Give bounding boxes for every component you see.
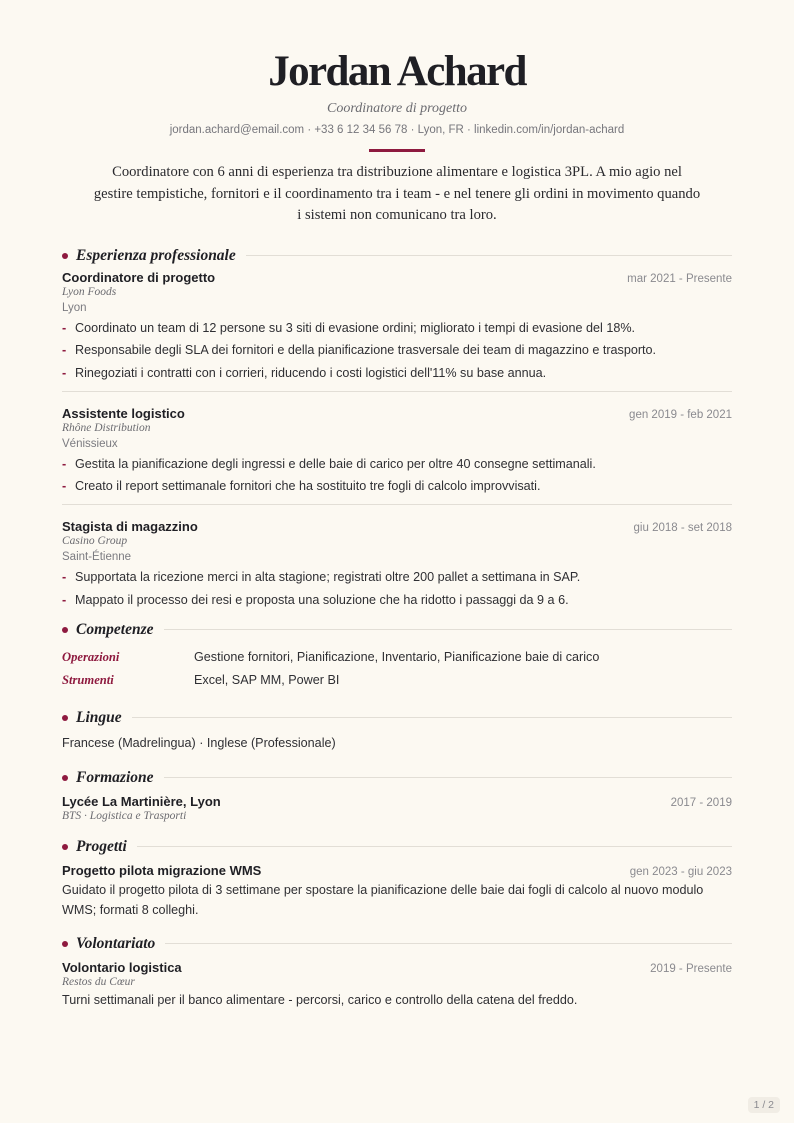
job-title: Stagista di magazzino (62, 519, 198, 534)
section-education (62, 766, 732, 790)
section-rule (246, 255, 732, 256)
education-degree: BTS · Logistica e Trasporti (62, 809, 187, 822)
section-dot-icon (62, 844, 68, 850)
list-item: - Mappato il processo dei resi e proposta una soluzione che ha ridotto i passaggi da 9 a 6. (62, 592, 569, 607)
section-dot-icon (62, 715, 68, 721)
list-item: - Creato il report settimanale fornitori che ha sostituito tre fogli di calcolo improvvisati. (62, 479, 541, 493)
list-item: - Responsabile degli SLA dei fornitori e della pianificazione trasversale dei team di magazzino e trasporto. (62, 343, 657, 357)
volunteer-date: 2019 - Presente (650, 962, 732, 975)
skills-row (62, 649, 732, 665)
job-company: Casino Group (62, 535, 128, 547)
experience-entry (62, 268, 732, 381)
job-location: Lyon (62, 301, 87, 314)
list-item: - Coordinato un team di 12 persone su 3 siti di evasione ordini; migliorato i tempi di evasione del 18%. (62, 320, 636, 335)
dash-icon: - (62, 365, 67, 380)
skills-label: Strumenti (62, 672, 114, 687)
section-languages (62, 706, 732, 730)
dash-icon: - (62, 592, 67, 607)
job-location: Vénissieux (62, 437, 118, 450)
section-skills (62, 618, 732, 642)
section-rule (137, 846, 732, 847)
resume-page (62, 0, 732, 1010)
skills-row (62, 672, 732, 688)
section-title: Esperienza professionale (76, 246, 236, 264)
section-title: Volontariato (76, 934, 156, 952)
experience-entry (62, 517, 732, 608)
list-item: - Rinegoziati i contratti con i corrieri, riducendo i costi logistici dell'11% su base annua. (62, 365, 547, 380)
volunteer-description: Turni settimanali per il banco alimentare - percorsi, carico e controllo della catena del freddo. (62, 992, 578, 1007)
skills-value: Gestione fornitori, Pianificazione, Inventario, Pianificazione baie di carico (194, 649, 600, 664)
section-title: Formazione (76, 768, 154, 786)
section-rule (132, 717, 732, 718)
section-title: Progetti (76, 837, 127, 855)
section-title: Competenze (76, 620, 154, 638)
project-title: Progetto pilota migrazione WMS (62, 862, 262, 878)
entry-divider (62, 504, 732, 505)
job-bullets (62, 456, 732, 495)
section-rule (164, 629, 733, 630)
resume-header (62, 0, 732, 152)
candidate-name: Jordan Achard (268, 48, 526, 95)
languages-list: Francese (Madrelingua) · Inglese (Professionale) (62, 735, 336, 750)
education-entry (62, 790, 732, 823)
section-title: Lingue (76, 708, 122, 726)
section-rule (165, 943, 732, 944)
project-description: Guidato il progetto pilota di 3 settimane per spostare la pianificazione delle baie dai fogli di calcolo al nuovo modulo WMS; formati 8 colleghi. (62, 882, 704, 917)
section-dot-icon (62, 627, 68, 633)
project-entry (62, 859, 732, 920)
education-date: 2017 - 2019 (670, 796, 732, 809)
job-title: Assistente logistico (62, 405, 185, 421)
volunteer-entry (62, 956, 732, 1010)
page-indicator: 1 / 2 (748, 1097, 780, 1113)
section-projects (62, 835, 732, 859)
experience-entry (62, 404, 732, 495)
section-dot-icon (62, 775, 68, 781)
section-volunteer (62, 932, 732, 956)
school-name: Lycée La Martinière, Lyon (62, 793, 221, 809)
job-date: mar 2021 - Presente (627, 272, 732, 285)
job-company: Rhône Distribution (62, 421, 151, 434)
volunteer-org: Restos du Cœur (62, 975, 135, 988)
profile-summary: Coordinatore con 6 anni di esperienza tra distribuzione alimentare e logistica 3PL. A mio agio nel gestire tempistiche, fornitori e il coordinamento tra i team - e nel tenere gli ordini in movimento quando i sistemi non comunicano tra loro. (93, 164, 701, 223)
skills-value: Excel, SAP MM, Power BI (194, 672, 340, 687)
job-date: giu 2018 - set 2018 (633, 522, 732, 534)
job-title: Coordinatore di progetto (62, 269, 216, 285)
job-company: Lyon Foods (62, 285, 117, 298)
section-dot-icon (62, 941, 68, 947)
section-experience (62, 244, 732, 268)
dash-icon: - (62, 479, 67, 493)
job-bullets (62, 320, 732, 381)
dash-icon: - (62, 456, 67, 471)
dash-icon: - (62, 343, 67, 357)
list-item: - Supportata la ricezione merci in alta stagione; registrati oltre 200 pallet a settimana in SAP. (62, 570, 581, 584)
section-rule (164, 777, 732, 778)
volunteer-title: Volontario logistica (62, 959, 182, 975)
candidate-role: Coordinatore di progetto (327, 101, 467, 116)
list-item: - Gestita la pianificazione degli ingressi e delle baie di carico per oltre 40 consegne settimanali. (62, 456, 596, 471)
entry-divider (62, 391, 732, 392)
job-date: gen 2019 - feb 2021 (629, 408, 732, 421)
dash-icon: - (62, 320, 67, 335)
dash-icon: - (62, 570, 67, 584)
project-date: gen 2023 - giu 2023 (629, 865, 732, 878)
skills-label: Operazioni (62, 649, 120, 664)
section-dot-icon (62, 253, 68, 259)
contact-line: jordan.achard@email.com · +33 6 12 34 56 78 · Lyon, FR · linkedin.com/in/jordan-achard (169, 124, 625, 136)
accent-divider (369, 149, 425, 152)
job-location: Saint-Étienne (62, 551, 132, 563)
job-bullets (62, 569, 732, 608)
